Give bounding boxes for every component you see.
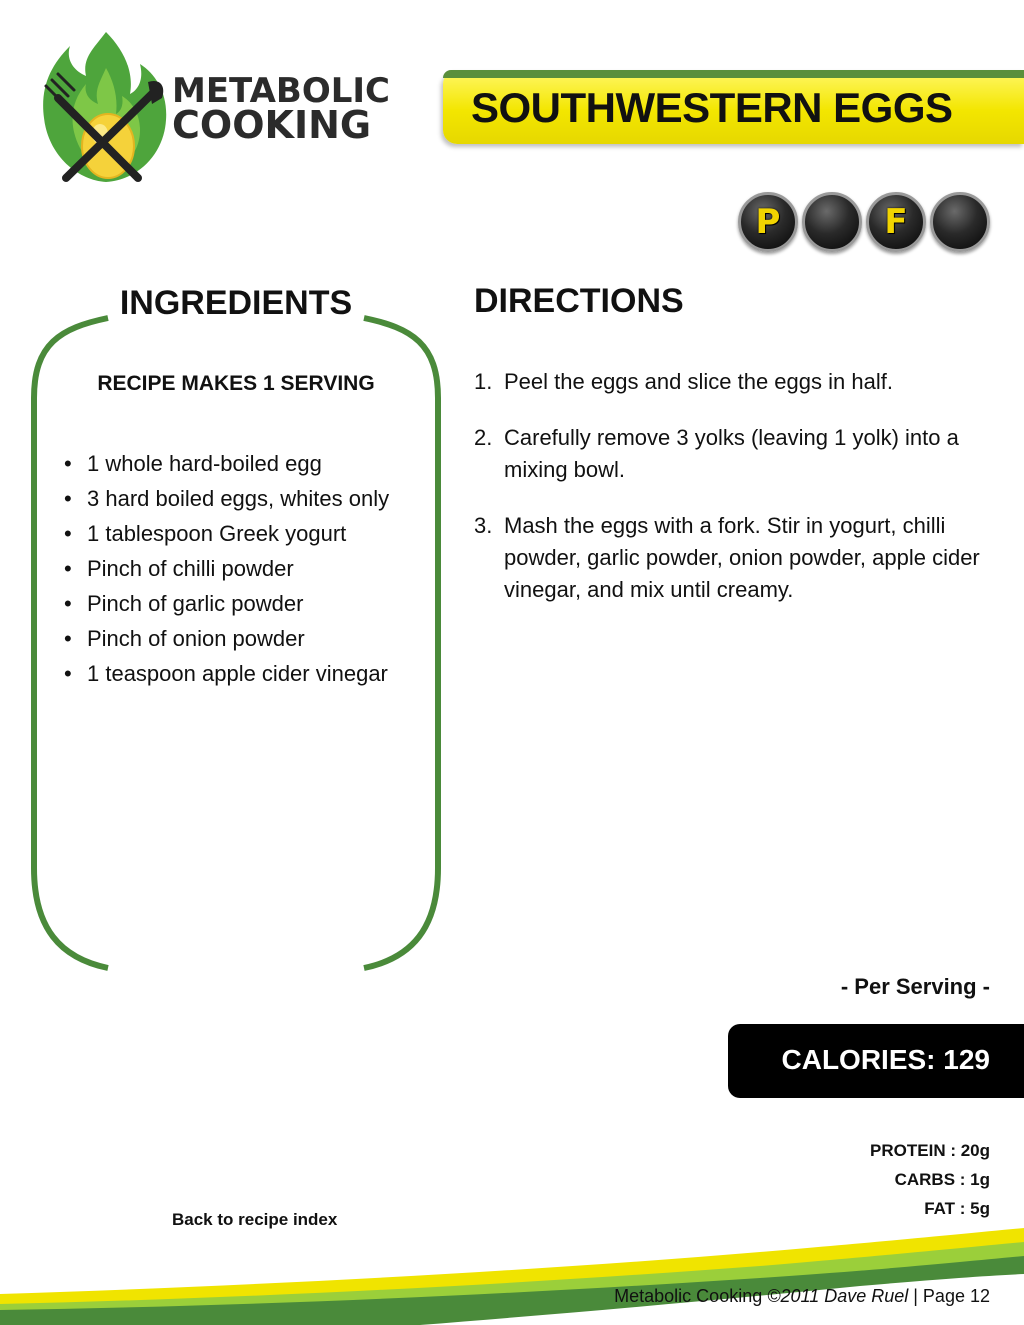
logo-wordmark — [172, 71, 391, 147]
per-serving-label: - Per Serving - — [840, 974, 990, 999]
list-item — [474, 366, 994, 398]
flame-fork-knife-icon — [36, 28, 176, 188]
footer-brand: Metabolic Cooking — [614, 1286, 768, 1306]
calories-value: CALORIES: 129 — [781, 1044, 990, 1075]
fat-value: FAT : 5g — [924, 1199, 990, 1218]
list-item: • 1 teaspoon apple cider vinegar — [62, 656, 389, 691]
step-number: 3. — [474, 513, 493, 538]
footer-copyright: ©2011 Dave Ruel — [767, 1286, 909, 1306]
step-text: Carefully remove 3 yolks (leaving 1 yolk) into a mixing bowl. — [504, 425, 959, 482]
title-banner — [443, 70, 1024, 144]
directions-heading: DIRECTIONS — [474, 282, 684, 320]
list-item: • 1 whole hard-boiled egg — [62, 446, 389, 481]
list-item: • 3 hard boiled eggs, whites only — [62, 481, 389, 516]
serving-size: RECIPE MAKES 1 SERVING — [97, 372, 375, 395]
logo-line-1: METABOLIC — [172, 71, 391, 111]
protein-value: PROTEIN : 20g — [870, 1141, 990, 1160]
logo-line-2: COOKING — [172, 103, 372, 147]
step-text: Peel the eggs and slice the eggs in half. — [504, 369, 893, 394]
step-text: Mash the eggs with a fork. Stir in yogurt, chilli powder, garlic powder, onion powder, apple cider vinegar, and mix until creamy. — [504, 513, 980, 602]
ingredients-list — [62, 446, 389, 691]
ingredients-heading: INGREDIENTS — [110, 284, 362, 323]
footer-credit — [614, 1286, 990, 1307]
page-number: | Page 12 — [908, 1286, 990, 1306]
list-item — [474, 422, 994, 486]
list-item — [474, 510, 994, 606]
step-number: 2. — [474, 425, 493, 450]
calories-box — [728, 1024, 1024, 1098]
metabolic-cooking-logo — [36, 28, 426, 188]
list-item: • Pinch of chilli powder — [62, 551, 389, 586]
list-item: • Pinch of onion powder — [62, 621, 389, 656]
back-to-index-link[interactable]: Back to recipe index — [172, 1210, 338, 1229]
list-item: • Pinch of garlic powder — [62, 586, 389, 621]
step-number: 1. — [474, 369, 493, 394]
blank-badge-icon — [802, 192, 862, 252]
macro-badges — [738, 192, 990, 254]
list-item: • 1 tablespoon Greek yogurt — [62, 516, 389, 551]
directions-list — [474, 366, 994, 630]
footer-wave — [0, 1224, 1024, 1325]
recipe-title: SOUTHWESTERN EGGS — [471, 84, 953, 131]
protein-badge-icon: P — [738, 192, 798, 252]
fat-badge-icon: F — [866, 192, 926, 252]
macros-list — [870, 1136, 990, 1223]
blank-badge-icon — [930, 192, 990, 252]
carbs-value: CARBS : 1g — [894, 1170, 990, 1189]
